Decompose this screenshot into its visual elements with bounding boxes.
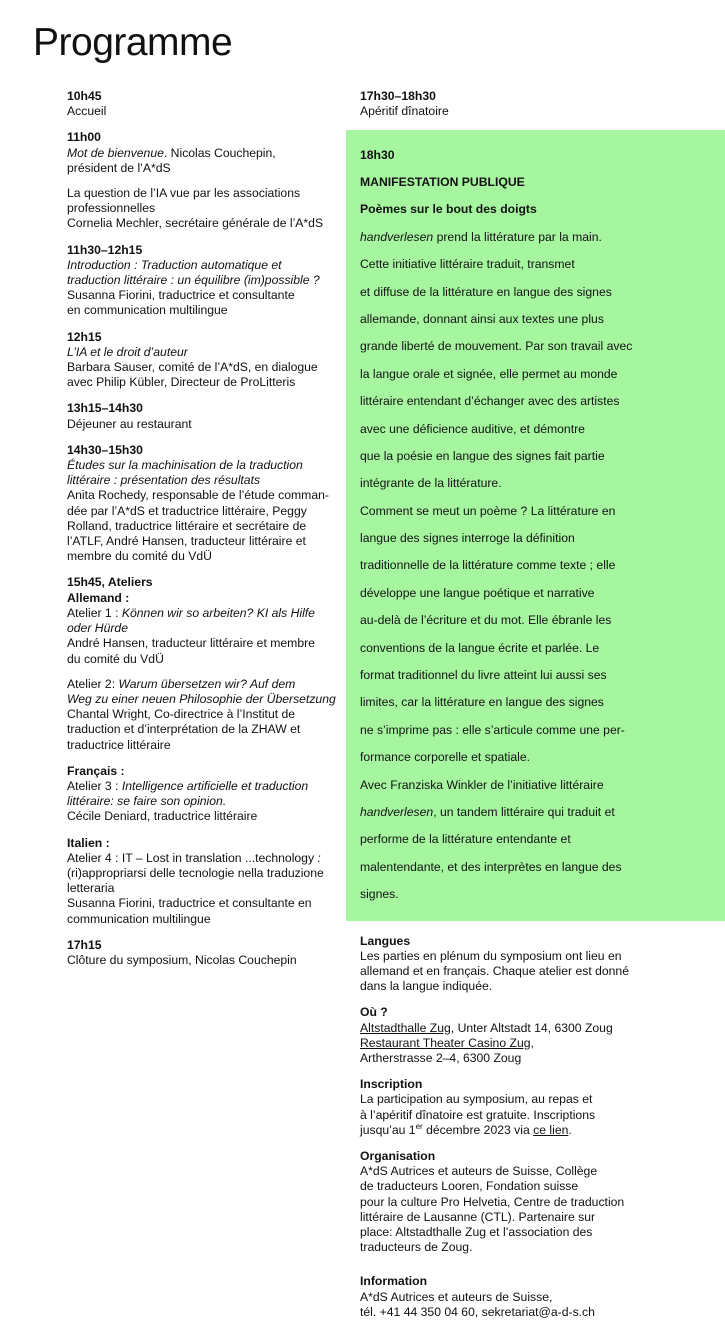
public-event-line (360, 504, 725, 519)
session-time: 17h15 (67, 937, 102, 952)
public-event-text: , un tandem littéraire qui traduit et (433, 804, 615, 819)
atelier-speaker: Chantal Wright, Co-directrice à l’Institut de (67, 707, 296, 722)
public-event-text: Comment se meut un poème ? La littérature en (360, 503, 616, 518)
session-text: Apéritif dînatoire (360, 104, 449, 119)
session-cloture (67, 938, 347, 968)
public-event-text: que la poésie en langue des signes fait partie (360, 448, 605, 463)
session-speaker: avec Philip Kübler, Directeur de ProLitteris (67, 375, 296, 390)
atelier-title: letteraria (67, 881, 115, 896)
atelier-title: Intelligence artificielle et traduction (121, 778, 309, 793)
session-text: Clôture du symposium, Nicolas Couchepin (67, 952, 297, 967)
public-event-line (360, 230, 725, 245)
info-text: place: Altstadthalle Zug et l’association des (360, 1224, 593, 1239)
atelier-speaker: Cécile Deniard, traductrice littéraire (67, 809, 258, 824)
session-title: Introduction : Traduction automatique et (67, 257, 282, 272)
session-text: Accueil (67, 104, 107, 119)
atelier-number: Atelier 3 : (67, 778, 122, 793)
public-event-heading: MANIFESTATION PUBLIQUE (360, 174, 525, 189)
info-text: Les parties en plénum du symposium ont lieu en (360, 948, 622, 963)
public-event-text: Cette initiative littéraire traduit, transmet (360, 257, 575, 272)
public-event-description (360, 230, 725, 903)
atelier-speaker: traductrice littéraire (67, 737, 171, 752)
info-heading: Organisation (360, 1148, 436, 1163)
session-title: Mot de bienvenue (67, 145, 164, 160)
public-event-line (360, 613, 725, 628)
public-event-text: la langue orale et signée, elle permet au monde (360, 366, 618, 381)
info-text: traducteurs de Zoug. (360, 1240, 473, 1255)
session-speaker: Barbara Sauser, comité de l’A*dS, en dialogue (67, 360, 318, 375)
registration-link[interactable]: ce lien (533, 1122, 569, 1137)
public-event-text: ne s’imprime pas : elle s’articule comme une per- (360, 722, 625, 737)
atelier-speaker: communication multilingue (67, 911, 211, 926)
atelier-title: Warum übersetzen wir? Auf dem (118, 676, 296, 691)
public-event-text: Avec Franziska Winkler de l’initiative littéraire (360, 777, 604, 792)
program-left-column (67, 89, 347, 979)
public-event-line (360, 832, 725, 847)
public-event-text: performe de la littérature entendante et (360, 832, 571, 847)
public-event-line (360, 339, 725, 354)
session-speaker: Susanna Fiorini, traductrice et consultante (67, 288, 295, 303)
atelier-speaker: Susanna Fiorini, traductrice et consultante en (67, 896, 312, 911)
public-event-text: formance corporelle et spatiale. (360, 750, 531, 765)
session-title: traduction littéraire : un équilibre (im)possible ? (67, 273, 320, 288)
public-event-text: limites, car la littérature en langue des signes (360, 695, 604, 710)
session-title: Études sur la machinisation de la traduction (67, 458, 303, 473)
public-event-text: et diffuse de la littérature en langue des signes (360, 284, 612, 299)
info-heading: Information (360, 1274, 428, 1289)
info-text: , Unter Altstadt 14, 6300 Zoug (450, 1020, 613, 1035)
public-event-line (360, 285, 725, 300)
public-event-line (360, 668, 725, 683)
info-text: A*dS Autrices et auteurs de Suisse, Collège (360, 1164, 598, 1179)
session-text: professionnelles (67, 201, 156, 216)
session-time: 14h30–15h30 (67, 442, 143, 457)
session-dejeuner (67, 401, 347, 431)
session-atelier-francais (67, 764, 347, 825)
info-information (360, 1274, 640, 1320)
public-event-line (360, 312, 725, 327)
public-event-text: prend la littérature par la main. (433, 229, 602, 244)
session-text: La question de l’IA vue par les associations (67, 186, 301, 201)
session-time: 12h15 (67, 329, 102, 344)
info-text: pour la culture Pro Helvetia, Centre de traduction (360, 1194, 625, 1209)
public-event-text: allemande, donnant ainsi aux textes une plus (360, 311, 604, 326)
info-ou (360, 1005, 640, 1066)
program-right-column (360, 89, 640, 1331)
atelier-number: Atelier 2: (67, 676, 119, 691)
public-event-line (360, 257, 725, 272)
info-heading: Où ? (360, 1005, 388, 1020)
public-event-text: au-delà de l’écriture et du mot. Elle ébranle les (360, 613, 612, 628)
public-event-highlight (346, 130, 725, 920)
session-speaker: membre du comité du VdÜ (67, 549, 212, 564)
atelier-title: (ri)appropriarsi delle tecnologie nella traduzione (67, 865, 324, 880)
public-event-line (360, 476, 725, 491)
atelier-title: littéraire: se faire son opinion. (67, 794, 227, 809)
public-event-text: littéraire entendant d’échanger avec des artistes (360, 394, 620, 409)
session-speaker: en communication multilingue (67, 303, 228, 318)
session-speaker: Anita Rochedy, responsable de l’étude comman- (67, 488, 329, 503)
info-organisation (360, 1149, 640, 1255)
public-event-line (360, 586, 725, 601)
public-event-line (360, 723, 725, 738)
session-speaker: Cornelia Mechler, secrétaire générale de l’A*dS (67, 216, 324, 231)
info-superscript: er (415, 1121, 423, 1131)
public-event-line (360, 805, 725, 820)
public-event-line (360, 531, 725, 546)
info-text: de traducteurs Looren, Fondation suisse (360, 1179, 579, 1194)
public-event-text: format traditionnel du livre atteint lui aussi ses (360, 668, 607, 683)
info-text: jusqu’au 1 (360, 1122, 416, 1137)
info-langues (360, 934, 640, 995)
public-event-text: signes. (360, 887, 399, 902)
session-atelier-italien (67, 836, 347, 927)
session-time: 11h30–12h15 (67, 242, 143, 257)
public-event-line (360, 394, 725, 409)
session-title: L’IA et le droit d’auteur (67, 344, 188, 359)
public-event-text: malentendante, et des interprètes en langue des (360, 859, 622, 874)
public-event-text: grande liberté de mouvement. Par son travail avec (360, 339, 633, 354)
atelier-title: Können wir so arbeiten? KI als Hilfe (121, 605, 315, 620)
public-event-text: conventions de la langue écrite et parlée. Le (360, 640, 600, 655)
session-title: littéraire : présentation des résultats (67, 473, 261, 488)
info-text: tél. +41 44 350 04 60, sekretariat@a-d-s.ch (360, 1304, 595, 1319)
public-event-line (360, 860, 725, 875)
atelier-speaker: du comité du VdÜ (67, 651, 164, 666)
initiative-name: handverlesen (360, 229, 434, 244)
session-droit-auteur (67, 330, 347, 391)
session-speaker: dée par l’A*dS et traductrice littéraire, Peggy (67, 503, 307, 518)
session-speaker: Rolland, traductrice littéraire et secrétaire de (67, 518, 307, 533)
session-introduction (67, 243, 347, 319)
session-time: 17h30–18h30 (360, 89, 436, 103)
info-text: Artherstrasse 2–4, 6300 Zoug (360, 1050, 522, 1065)
atelier-title: oder Hürde (67, 621, 128, 636)
info-text: A*dS Autrices et auteurs de Suisse, (360, 1289, 553, 1304)
language-label: Allemand : (67, 590, 130, 605)
public-event-text: développe une langue poétique et narrative (360, 585, 595, 600)
session-time: 10h45 (67, 89, 102, 103)
public-event-line (360, 449, 725, 464)
session-speaker: l’ATLF, André Hansen, traducteur littéraire et (67, 534, 306, 549)
language-label: Italien : (67, 835, 110, 850)
info-text: . (568, 1122, 572, 1137)
venue-link-restaurant[interactable]: Restaurant Theater Casino Zug (360, 1035, 531, 1050)
public-event-subheading: Poèmes sur le bout des doigts (360, 202, 537, 217)
info-heading: Langues (360, 933, 411, 948)
venue-link-altstadthalle[interactable]: Altstadthalle Zug (360, 1020, 451, 1035)
atelier-speaker: André Hansen, traducteur littéraire et membre (67, 636, 315, 651)
session-ateliers-allemand (67, 575, 347, 752)
public-event-line (360, 887, 725, 902)
info-text: La participation au symposium, au repas et (360, 1092, 593, 1107)
info-text: décembre 2023 via (422, 1122, 534, 1137)
public-event-text: intégrante de la littérature. (360, 476, 502, 491)
public-event-line (360, 422, 725, 437)
public-event-text: traditionnelle de la littérature comme texte ; elle (360, 558, 616, 573)
public-event-line (360, 750, 725, 765)
public-event-line (360, 778, 725, 793)
atelier-number: Atelier 1 : (67, 605, 122, 620)
info-heading: Inscription (360, 1077, 423, 1092)
session-text: Déjeuner au restaurant (67, 416, 192, 431)
language-label: Français : (67, 763, 125, 778)
atelier-title: Weg zu einer neuen Philosophie der Übersetzung (67, 691, 336, 706)
info-text: allemand et en français. Chaque atelier est donné (360, 963, 629, 978)
public-event-text: langue des signes interroge la définition (360, 531, 575, 546)
info-inscription (360, 1077, 640, 1138)
session-time: 18h30 (360, 147, 395, 162)
info-text: littéraire de Lausanne (CTL). Partenaire sur (360, 1209, 596, 1224)
atelier-title: Atelier 4 : IT – Lost in translation ...technology (67, 850, 315, 865)
initiative-name: handverlesen (360, 804, 434, 819)
session-text: président de l’A*dS (67, 160, 171, 175)
info-text: dans la langue indiquée. (360, 979, 493, 994)
session-aperitif (360, 89, 640, 119)
public-event-line (360, 367, 725, 382)
atelier-colon: : (314, 850, 321, 865)
session-time: 13h15–14h30 (67, 401, 143, 416)
session-etudes (67, 443, 347, 565)
info-text: à l’apéritif dînatoire est gratuite. Inscriptions (360, 1107, 596, 1122)
public-event-line (360, 558, 725, 573)
session-bienvenue (67, 130, 347, 231)
public-event-line (360, 695, 725, 710)
public-event-text: avec une déficience auditive, et démontre (360, 421, 585, 436)
session-time: 15h45, Ateliers (67, 575, 153, 590)
page-title: Programme (33, 21, 233, 64)
public-event-line (360, 641, 725, 656)
session-time: 11h00 (67, 130, 101, 145)
info-text: , (530, 1035, 534, 1050)
session-accueil (67, 89, 347, 119)
atelier-speaker: traduction et d’interprétation de la ZHAW et (67, 722, 301, 737)
session-text: . Nicolas Couchepin, (163, 145, 276, 160)
